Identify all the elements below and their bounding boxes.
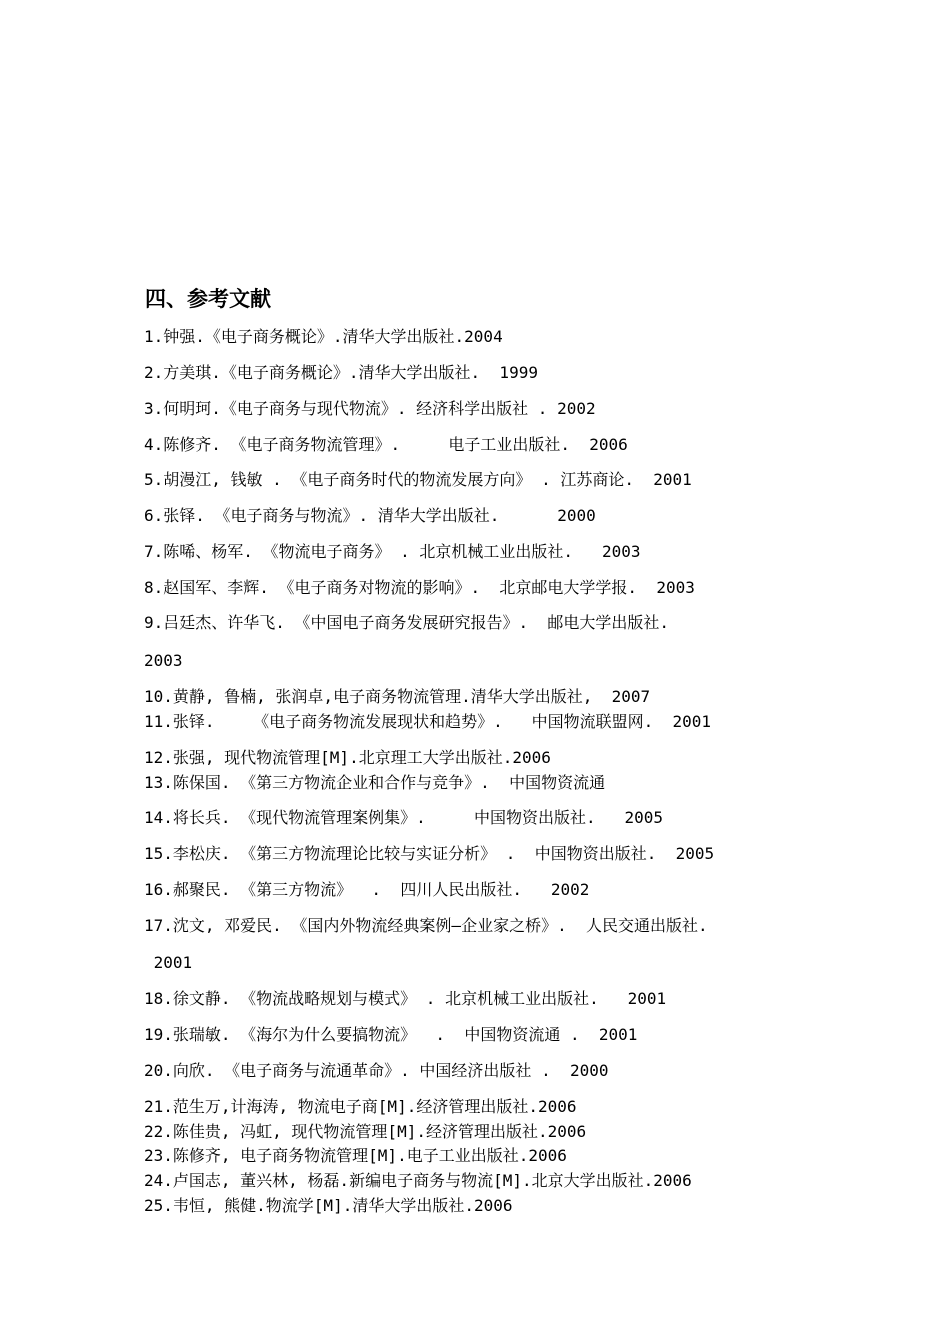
reference-20: 20.向欣. 《电子商务与流通革命》. 中国经济出版社 . 2000 [144,1061,609,1080]
reference-18: 18.徐文静. 《物流战略规划与模式》 . 北京机械工业出版社. 2001 [144,989,667,1008]
reference-6: 6.张铎. 《电子商务与物流》. 清华大学出版社. 2000 [144,506,596,525]
reference-22: 22.陈佳贵, 冯虹, 现代物流管理[M].经济管理出版社.2006 [144,1122,587,1141]
reference-1: 1.钟强.《电子商务概论》.清华大学出版社.2004 [144,327,503,346]
reference-21: 21.范生万,计海涛, 物流电子商[M].经济管理出版社.2006 [144,1097,577,1116]
reference-19: 19.张瑞敏. 《海尔为什么要搞物流》 . 中国物资流通 . 2001 [144,1025,638,1044]
reference-15: 15.李松庆. 《第三方物流理论比较与实证分析》 . 中国物资出版社. 2005 [144,844,715,863]
reference-4: 4.陈修齐. 《电子商务物流管理》. 电子工业出版社. 2006 [144,435,628,454]
reference-11: 11.张铎. 《电子商务物流发展现状和趋势》. 中国物流联盟网. 2001 [144,712,712,731]
reference-8: 8.赵国军、李辉. 《电子商务对物流的影响》. 北京邮电大学学报. 2003 [144,578,695,597]
reference-9-continuation: 2003 [144,651,183,670]
reference-25: 25.韦恒, 熊健.物流学[M].清华大学出版社.2006 [144,1196,513,1215]
reference-16: 16.郝聚民. 《第三方物流》 . 四川人民出版社. 2002 [144,880,590,899]
reference-13: 13.陈保国. 《第三方物流企业和合作与竞争》. 中国物资流通 [144,773,606,792]
reference-7: 7.陈唏、杨军. 《物流电子商务》 . 北京机械工业出版社. 2003 [144,542,641,561]
reference-23: 23.陈修齐, 电子商务物流管理[M].电子工业出版社.2006 [144,1146,567,1165]
reference-24: 24.卢国志, 董兴林, 杨磊.新编电子商务与物流[M].北京大学出版社.2006 [144,1171,692,1190]
reference-5: 5.胡漫江, 钱敏 . 《电子商务时代的物流发展方向》 . 江苏商论. 2001 [144,470,692,489]
reference-14: 14.将长兵. 《现代物流管理案例集》. 中国物资出版社. 2005 [144,808,664,827]
reference-3: 3.何明珂.《电子商务与现代物流》. 经济科学出版社 . 2002 [144,399,596,418]
reference-2: 2.方美琪.《电子商务概论》.清华大学出版社. 1999 [144,363,538,382]
reference-9: 9.吕廷杰、许华飞. 《中国电子商务发展研究报告》. 邮电大学出版社. [144,613,670,632]
reference-10: 10.黄静, 鲁楠, 张润卓,电子商务物流管理.清华大学出版社, 2007 [144,687,651,706]
section-title: 四、参考文献 [145,287,271,311]
reference-17-continuation: 2001 [144,953,193,972]
reference-12: 12.张强, 现代物流管理[M].北京理工大学出版社.2006 [144,748,551,767]
reference-17: 17.沈文, 邓爱民. 《国内外物流经典案例—企业家之桥》. 人民交通出版社. [144,916,708,935]
